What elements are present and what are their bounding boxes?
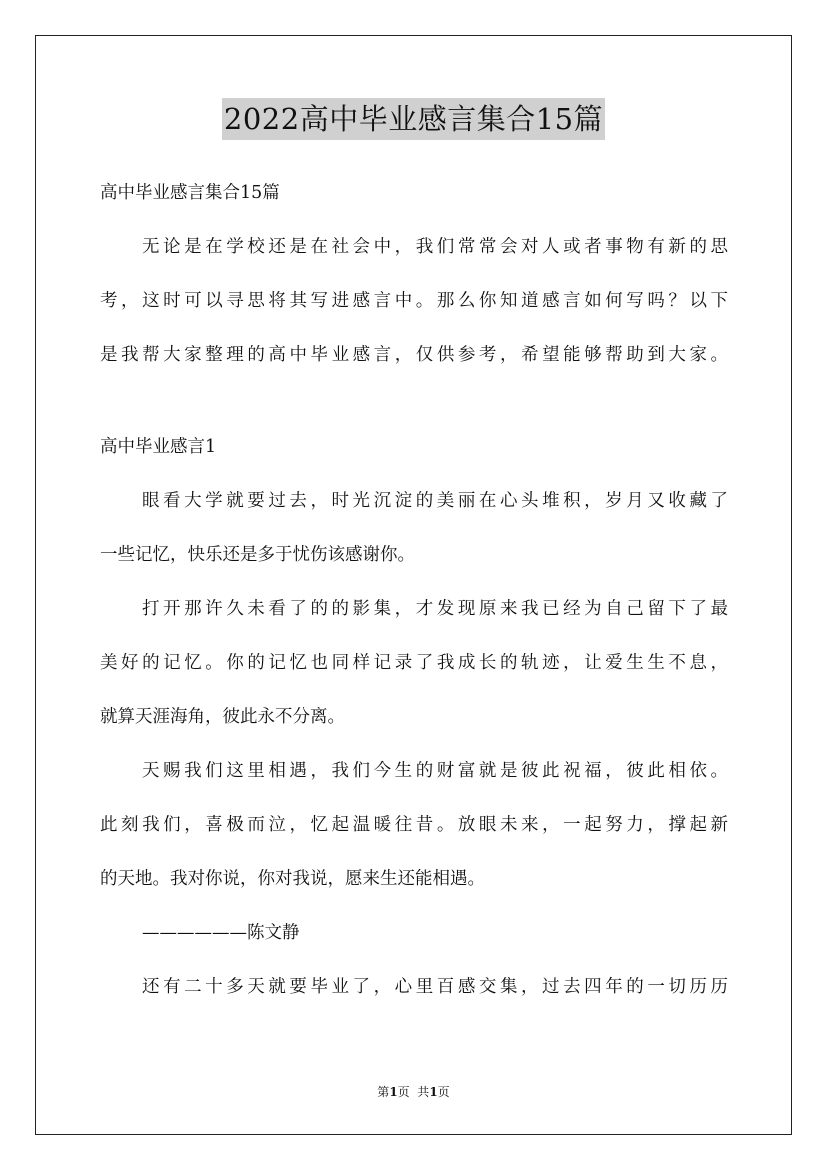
para4-line-1: 还有二十多天就要毕业了，心里百感交集，过去四年的一切历历 — [142, 977, 728, 997]
para2-line-1: 打开那许久未看了的的影集，才发现原来我已经为自己留下了最 — [142, 599, 728, 619]
para3-line-2: 此刻我们，喜极而泣，忆起温暖往昔。放眼未来，一起努力，撑起新 — [100, 815, 728, 835]
para3-line-1: 天赐我们这里相遇，我们今生的财富就是彼此祝福，彼此相依。 — [142, 761, 728, 781]
intro-line-1: 无论是在学校还是在社会中，我们常常会对人或者事物有新的思 — [142, 237, 728, 257]
document-body — [100, 175, 728, 1005]
footer-label-post: 页 — [437, 1085, 450, 1099]
para1-line-2: 一些记忆，快乐还是多于忧伤该感谢你。 — [100, 545, 415, 565]
para2-line-3: 就算天涯海角，彼此永不分离。 — [100, 707, 345, 727]
signature: ——————陈文静 — [142, 923, 300, 943]
footer-label-pre: 第 — [377, 1085, 390, 1099]
para2-line-2: 美好的记忆。你的记忆也同样记录了我成长的轨迹，让爱生生不息， — [100, 653, 728, 673]
intro-line-3: 是我帮大家整理的高中毕业感言，仅供参考，希望能够帮助到大家。 — [100, 345, 728, 365]
footer-page-total: 1 — [429, 1085, 438, 1099]
intro-line-2: 考，这时可以寻思将其写进感言中。那么你知道感言如何写吗？以下 — [100, 291, 728, 311]
footer-page-number: 1 — [389, 1085, 398, 1099]
page-footer — [0, 1083, 827, 1100]
document-title: 2022高中毕业感言集合15篇 — [222, 98, 605, 140]
para1-line-1: 眼看大学就要过去，时光沉淀的美丽在心头堆积，岁月又收藏了 — [142, 491, 728, 511]
subtitle: 高中毕业感言集合15篇 — [100, 183, 280, 203]
section-heading: 高中毕业感言1 — [100, 437, 217, 457]
para3-line-3: 的天地。我对你说，你对我说，愿来生还能相遇。 — [100, 869, 485, 889]
footer-label-mid: 页 共 — [397, 1085, 430, 1099]
title-wrap — [0, 98, 827, 140]
